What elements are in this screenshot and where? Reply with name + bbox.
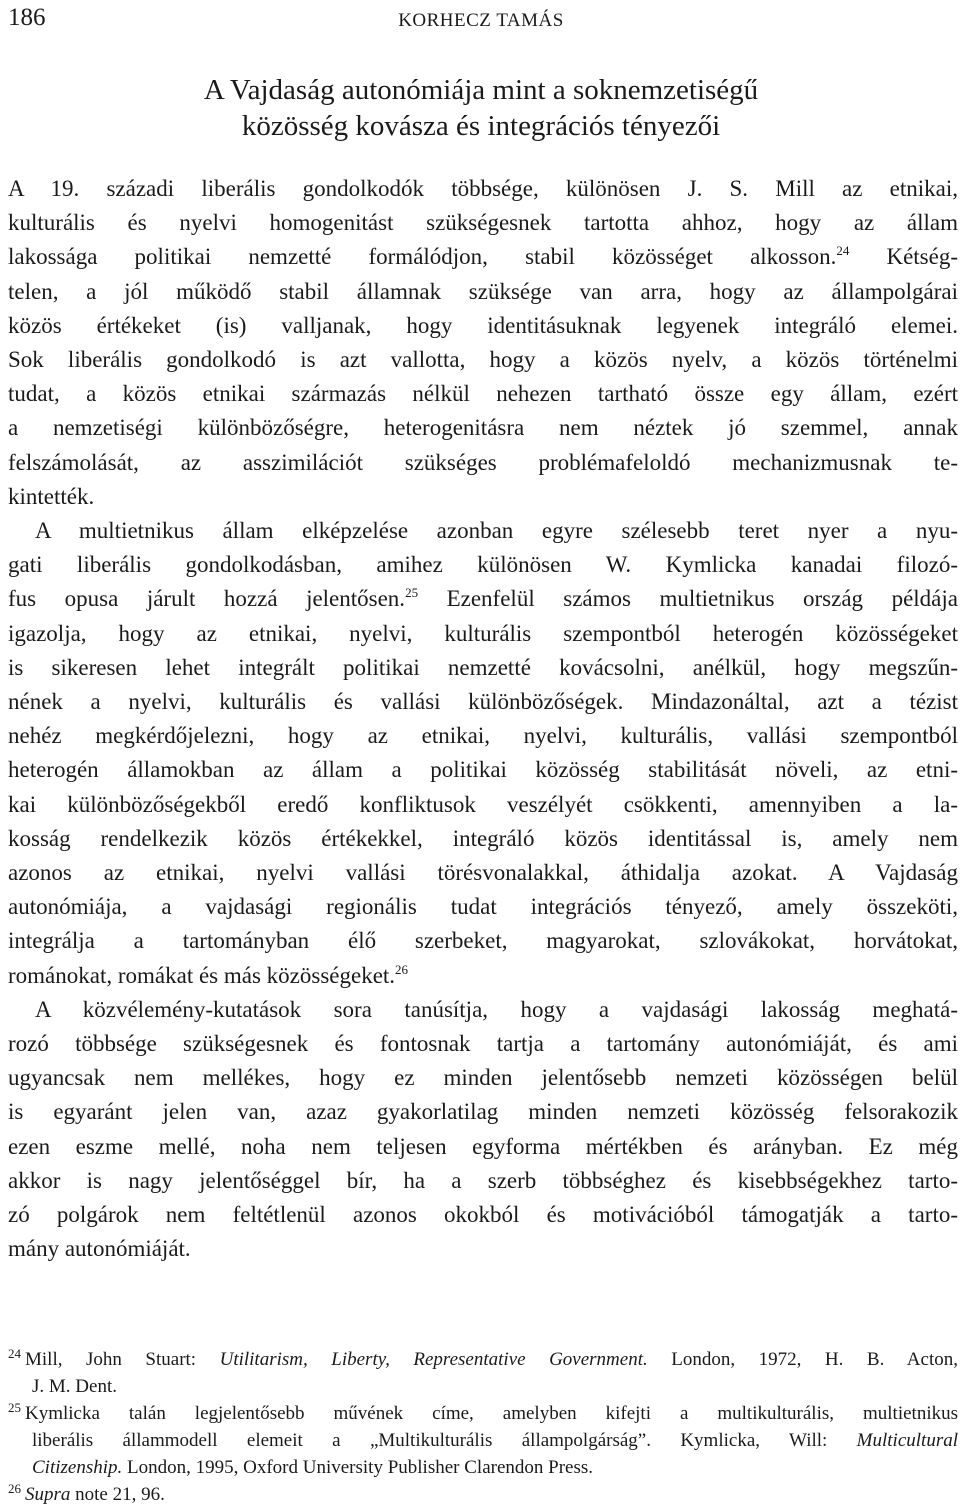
footnote-italic-title: Utilitarism, Liberty, Representative Government.	[219, 1349, 648, 1370]
footnote-text: liberális állammodell elemeit a „Multikulturális állampolgárság”. Kymlicka, Will:	[32, 1430, 857, 1451]
section-title	[6, 72, 956, 144]
body-text-run: Kétség-	[849, 244, 958, 270]
body-text-run: románokat, romákat és más közösségeket.	[8, 962, 396, 988]
body-line: ugyancsak nem mellékes, hogy ez minden jelentősebb nemzeti közösségen belül	[8, 1065, 958, 1091]
footnote-number: 25	[8, 1400, 21, 1415]
footnote-number: 26	[8, 1481, 21, 1496]
footnotes	[8, 1346, 958, 1508]
footnote-line: J. M. Dent.	[32, 1376, 117, 1397]
page-header	[6, 2, 956, 42]
body-line: ezen eszme mellé, noha nem teljesen egyforma mértékben és arányban. Ez még	[8, 1133, 958, 1159]
footnote-text: London, 1972, H. B. Acton,	[647, 1349, 958, 1370]
body-line: mány autonómiáját.	[8, 1236, 191, 1262]
body-line: A 19. századi liberális gondolkodók többsége, különösen J. S. Mill az etnikai,	[8, 176, 958, 201]
body-line: nének a nyelvi, kulturális és vallási különbözőségek. Mindazonáltal, azt a tézist	[8, 689, 958, 715]
page-number: 186	[8, 4, 46, 31]
body-line: is sikeresen lehet integrált politikai nemzetté kovácsolni, anélkül, hogy megszűn-	[8, 654, 958, 680]
body-line: kosság rendelkezik közös értékekkel, integráló közös identitással is, amely nem	[8, 825, 958, 851]
footnote-ref-26[interactable]: 26	[395, 961, 409, 977]
footnote-26	[8, 1481, 958, 1508]
footnote-italic-title: Supra	[25, 1484, 71, 1505]
body-line: heterogén államokban az állam a politikai közösség stabilitását növeli, az etni-	[8, 757, 958, 783]
body-line: nehéz megkérdőjelezni, hogy az etnikai, nyelvi, kulturális, vallási szempontból	[8, 723, 958, 749]
body-line: kulturális és nyelvi homogenitást szükségesnek tartotta ahhoz, hogy az állam	[8, 210, 958, 236]
footnote-line	[8, 1400, 958, 1427]
body-line: Sok liberális gondolkodó is azt vallotta, hogy a közös nyelv, a közös történelmi	[8, 347, 958, 373]
body-line	[8, 240, 958, 274]
section-title-line-1: A Vajdaság autonómiája mint a soknemzetiségű	[203, 74, 759, 106]
footnote-italic-title: Multicultural	[856, 1430, 958, 1451]
footnote-line	[8, 1454, 958, 1481]
footnote-text: Kymlicka talán legjelentősebb művének címe, amelyben kifejti a multikulturális, multietnikus	[25, 1403, 958, 1424]
footnote-25	[8, 1400, 958, 1481]
body-line	[8, 959, 958, 993]
footnote-line	[8, 1346, 958, 1373]
body-text-run: lakossága politikai nemzetté formálódjon, stabil közösséget alkosson.	[8, 244, 837, 270]
body-line: A közvélemény-kutatások sora tanúsítja, hogy a vajdasági lakosság meghatá-	[35, 996, 958, 1022]
footnote-24	[8, 1346, 958, 1400]
body-line: igazolja, hogy az etnikai, nyelvi, kulturális szempontból heterogén közösségeket	[8, 620, 958, 646]
body-line: autonómiája, a vajdasági regionális tudat integrációs tényező, amely összeköti,	[8, 894, 958, 920]
body-text	[8, 172, 958, 1267]
running-head: KORHECZ TAMÁS	[398, 10, 564, 31]
footnote-text: Mill, John Stuart:	[25, 1349, 220, 1370]
footnote-italic-title: Citizenship.	[32, 1457, 123, 1478]
body-line: telen, a jól működő stabil államnak szüksége van arra, hogy az állampolgárai	[8, 278, 958, 304]
footnote-line	[8, 1481, 958, 1508]
footnote-ref-24[interactable]: 24	[836, 243, 850, 259]
section-title-line-2: közösség kovásza és integrációs tényezői	[241, 110, 721, 142]
body-text-run: Ezenfelül számos multietnikus ország példája	[418, 586, 958, 612]
body-line: felszámolását, az asszimilációt szükséges problémafeloldó mechanizmusnak te-	[8, 449, 958, 475]
body-line: közös értékeket (is) valljanak, hogy identitásuknak legyenek integráló elemei.	[8, 312, 958, 338]
footnote-number: 24	[8, 1346, 21, 1361]
body-line: kai különbözőségekből eredő konfliktusok veszélyét csökkenti, amennyiben a la-	[8, 791, 958, 817]
body-line: tudat, a közös etnikai származás nélkül nehezen tartható össze egy állam, ezért	[8, 381, 958, 407]
body-line	[8, 582, 958, 616]
body-line: akkor is nagy jelentőséggel bír, ha a szerb többséghez és kisebbségekhez tarto-	[8, 1167, 958, 1193]
body-line: integrálja a tartományban élő szerbeket, magyarokat, szlovákokat, horvátokat,	[8, 928, 958, 954]
body-line: kintették.	[8, 483, 95, 509]
body-line: is egyaránt jelen van, azaz gyakorlatilag minden nemzeti közösség felsorakozik	[8, 1099, 958, 1125]
body-text-run: fus opusa járult hozzá jelentősen.	[8, 586, 406, 612]
footnote-ref-25[interactable]: 25	[405, 585, 419, 601]
body-line: a nemzetiségi különbözőségre, heterogenitásra nem néztek jó szemmel, annak	[8, 415, 958, 441]
body-line: A multietnikus állam elképzelése azonban egyre szélesebb teret nyer a nyu-	[35, 518, 958, 544]
body-line: rozó többsége szükségesnek és fontosnak tartja a tartomány autonómiáját, és ami	[8, 1031, 958, 1057]
footnote-text: note 21, 96.	[70, 1484, 165, 1505]
footnote-line	[8, 1427, 958, 1454]
body-line: zó polgárok nem feltétlenül azonos okokból és motivációból támogatják a tarto-	[8, 1202, 958, 1228]
body-line: azonos az etnikai, nyelvi vallási törésvonalakkal, áthidalja azokat. A Vajdaság	[8, 860, 958, 886]
body-line: gati liberális gondolkodásban, amihez különösen W. Kymlicka kanadai filozó-	[8, 552, 958, 578]
footnote-text: London, 1995, Oxford University Publisher Clarendon Press.	[122, 1457, 593, 1478]
